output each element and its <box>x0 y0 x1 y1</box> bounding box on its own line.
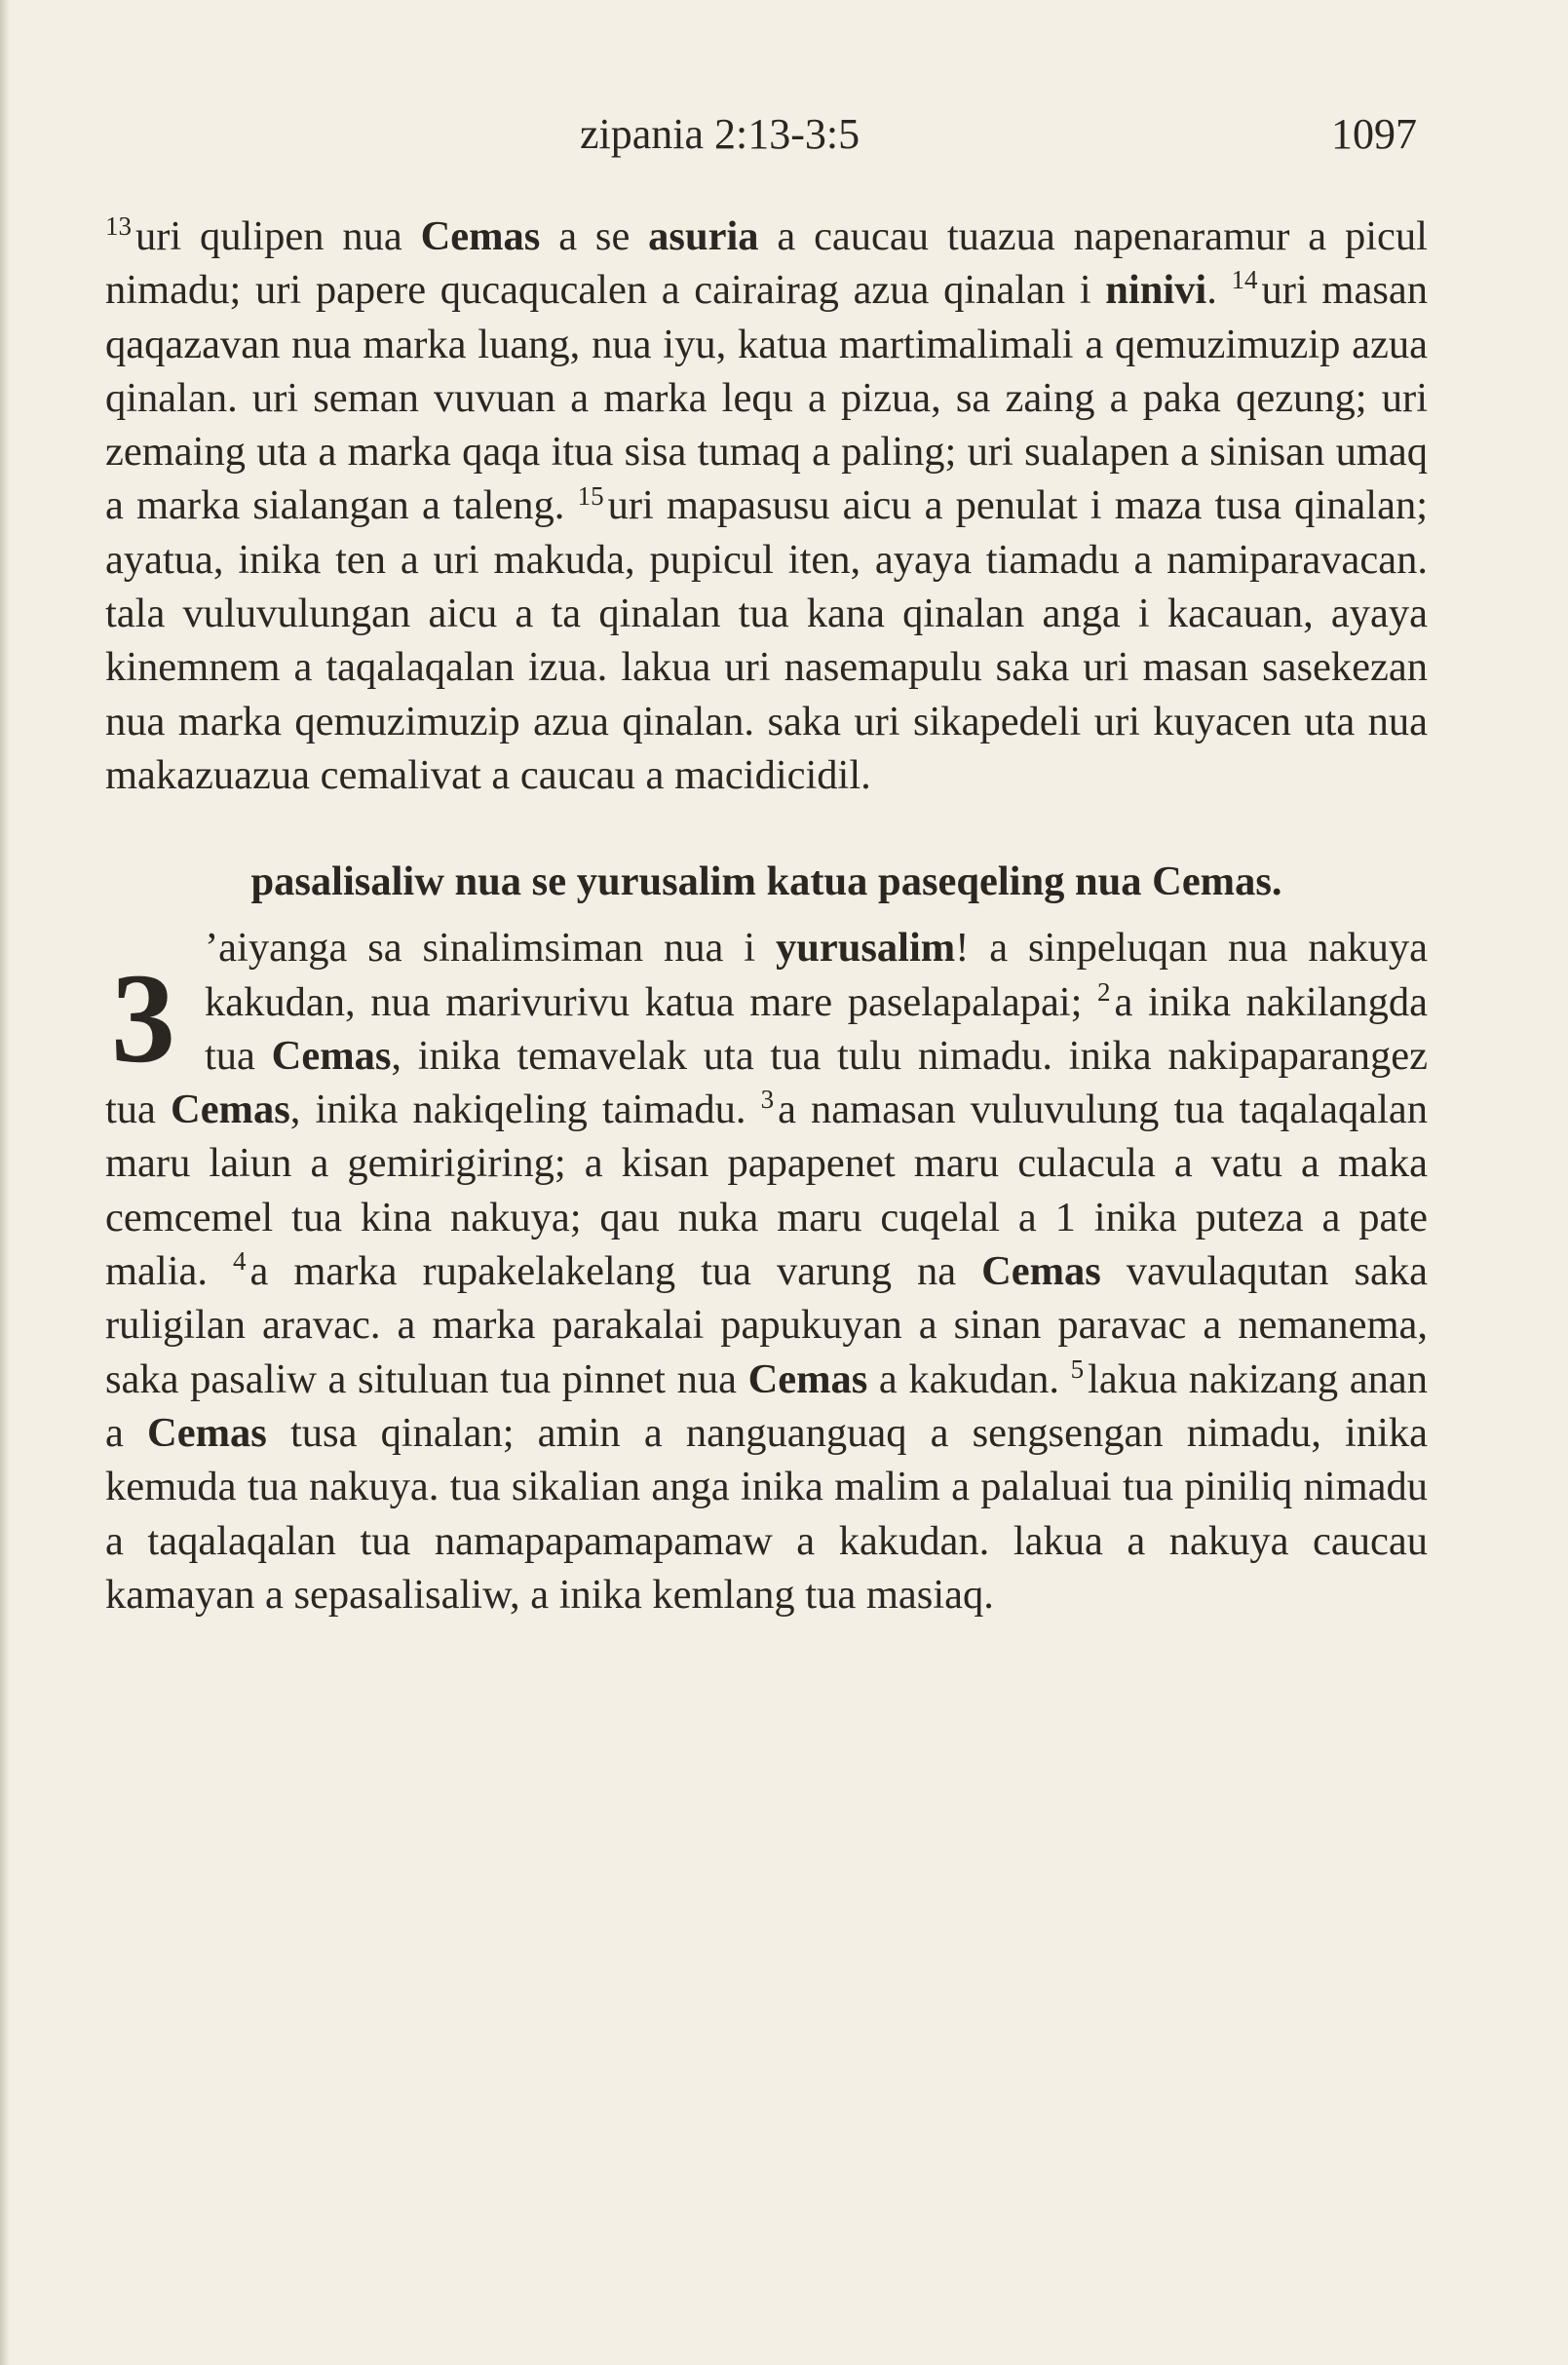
verse-text: a se <box>540 213 649 259</box>
bold-name: ninivi <box>1105 267 1207 314</box>
verse-text: . <box>1206 267 1217 314</box>
verse-text: , inika nakiqeling taimadu. <box>289 1087 746 1133</box>
chapter-number: 3 <box>111 946 175 1090</box>
bold-name: Cemas <box>420 213 541 259</box>
verse-text: vavulaqutan saka ruligilan aravac. a marka parakalai papukuyan a sinan paravac a nemanema, saka pasaliw a situluan tua pinnet nua <box>105 1248 1428 1402</box>
verse-text: a caucau tuazua napenaramur a picul nimadu; uri papere qucaqucalen a cairairag azua qinalan i <box>105 213 1428 314</box>
verse-text: uri qulipen nua <box>135 213 421 259</box>
verse-number: 2 <box>1097 976 1111 1007</box>
page-header <box>580 109 1417 168</box>
bold-name: Cemas <box>271 1032 392 1079</box>
verse-text: a marka rupakelakelang tua varung na <box>249 1248 982 1295</box>
verse-text: uri masan qaqazavan nua marka luang, nua iyu, katua martimalimali a qemuzimuzip azua qinalan. uri seman vuvuan a marka lequ a pizua, sa zaing a paka qezung; uri zemaing uta a marka qaqa itua sisa tumaq a paling; uri sualapen a sinisan umaq a marka sialangan a taleng. <box>105 267 1428 529</box>
verse-text: a namasan vuluvulung tua taqalaqalan maru laiun a gemirigiring; a kisan papapenet maru culacula a vatu a maka cemcemel tua kina nakuya; qau nuka maru cuqelal a 1 inika puteza a pate malia. <box>105 1087 1428 1295</box>
page-edge-shadow <box>0 0 10 2365</box>
paragraph-3-1 <box>105 921 1428 1621</box>
verse-number: 13 <box>105 211 132 242</box>
verse-number: 5 <box>1070 1354 1085 1384</box>
section-heading: pasalisaliw nua se yurusalim katua paseqeling nua Cemas. <box>250 858 1282 905</box>
verse-text: ! a sinpeluqan nua nakuya kakudan, nua marivurivu katua mare paselapalapai; <box>205 925 1428 1025</box>
scripture-text <box>105 210 1428 1621</box>
verse-text: tusa qinalan; amin a nanguanguaq a sengsengan nimadu, inika kemuda tua nakuya. tua sikalian anga inika malim a palaluai tua piniliq nimadu a taqalaqalan tua namapapamapamaw a kakudan. lakua a nakuya caucau kamayan a sepasalisaliw, a inika kemlang tua masiaq. <box>105 1409 1428 1618</box>
paragraph-2-13 <box>105 210 1428 802</box>
verse-number: 3 <box>760 1085 775 1115</box>
verse-text: , inika temavelak uta tua tulu nimadu. inika nakipaparangez tua <box>105 1032 1429 1133</box>
verse-text: ’aiyanga sa sinalimsiman nua i <box>205 925 776 972</box>
bold-name: asuria <box>648 213 759 259</box>
bold-name: Cemas <box>981 1248 1101 1295</box>
bold-name: Cemas <box>171 1087 290 1133</box>
verse-text: a kakudan. <box>867 1355 1059 1402</box>
bold-name: Cemas <box>747 1355 868 1402</box>
page-number: 1097 <box>1331 110 1417 158</box>
verse-text: uri mapasusu aicu a penulat i maza tusa qinalan; ayatua, inika ten a uri makuda, pupicul iten, ayaya tiamadu a namiparavacan. tala vuluvulungan aicu a ta qinalan tua kana qinalan anga i kacauan, ayaya kinemnem a taqalaqalan izua. lakua uri nasemapulu saka uri masan sasekezan nua marka qemuzimuzip azua qinalan. saka uri sikapedeli uri kuyacen uta nua makazuazua cemalivat a caucau a macidicidil. <box>105 482 1429 798</box>
verse-number: 15 <box>577 480 604 511</box>
verse-text: lakua nakizang anan a <box>105 1355 1428 1456</box>
running-head: zipania 2:13-3:5 <box>580 110 860 158</box>
verse-number: 14 <box>1231 265 1258 295</box>
verse-number: 4 <box>233 1246 247 1277</box>
verse-text: a inika nakilangda tua <box>205 978 1429 1079</box>
bold-name: Cemas <box>147 1409 267 1456</box>
bold-name: yurusalim <box>775 925 956 972</box>
